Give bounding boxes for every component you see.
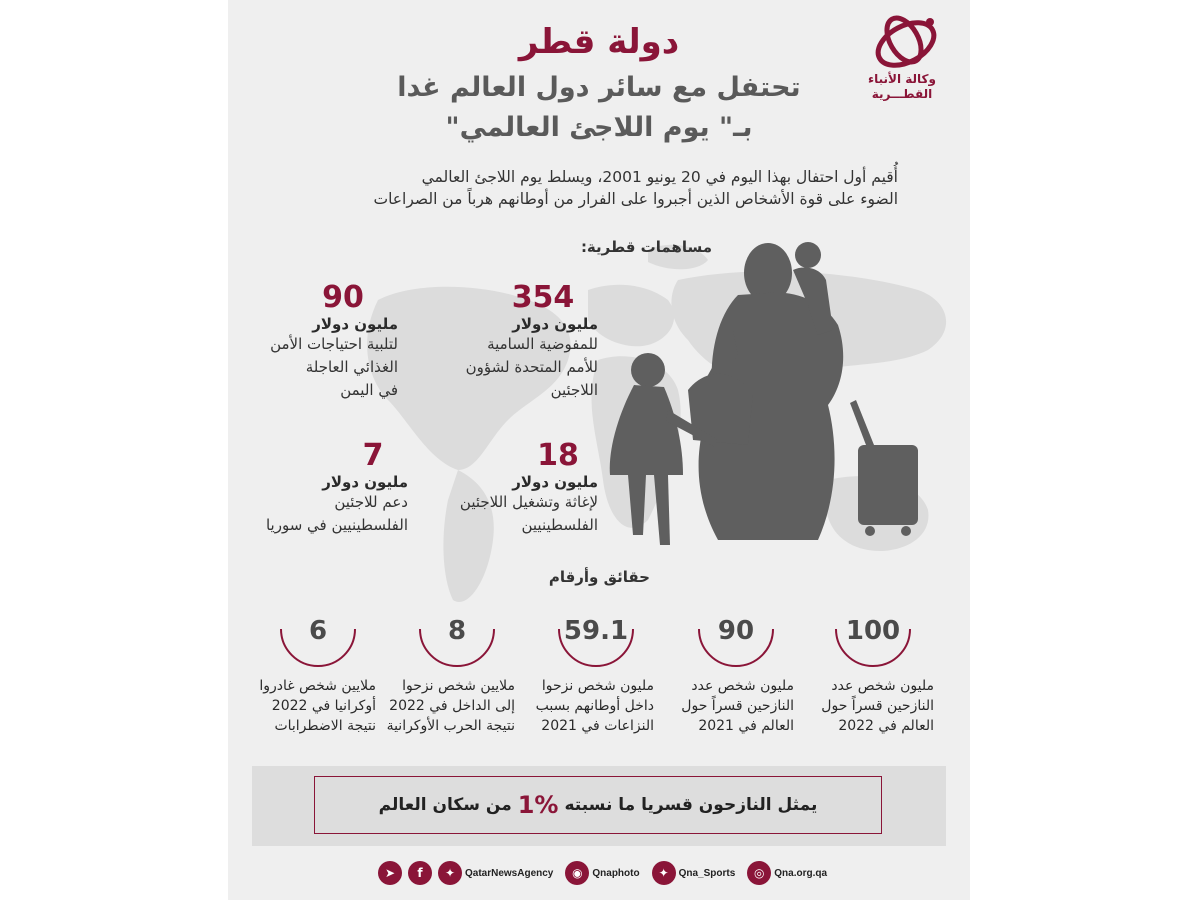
instagram-icon[interactable]: ◉: [565, 861, 589, 885]
subtitle-line-2: بـ" يوم اللاجئ العالمي": [445, 112, 753, 143]
fact-desc-line: العالم في 2022: [838, 718, 934, 734]
contribution-desc-3: اللاجئين: [550, 381, 598, 399]
fact-value: 6: [308, 616, 328, 646]
telegram-icon[interactable]: ➤: [378, 861, 402, 885]
contribution-value: 354: [511, 280, 575, 315]
contribution-desc-2: الفلسطينيين في سوريا: [265, 516, 408, 534]
fact-desc-line: ملايين شخص غادروا: [259, 678, 376, 694]
contributions-heading: مساهمات قطرية:: [580, 238, 712, 256]
banner-text-after: من سكان العالم: [378, 795, 512, 815]
fact-value: 90: [717, 616, 755, 646]
contribution-desc-2: الفلسطينيين: [521, 516, 598, 534]
fact-description: [365, 676, 515, 736]
globe-icon[interactable]: ◎: [747, 861, 771, 885]
fact-description: [784, 676, 934, 736]
fact-description: [228, 676, 376, 736]
contribution-unit: مليون دولار: [512, 473, 598, 491]
fact-desc-line: النازحين قسراً حول: [821, 698, 934, 714]
contribution-item: [248, 280, 398, 402]
contribution-value: 7: [362, 438, 384, 473]
fact-desc-line: النزاعات في 2021: [541, 718, 654, 734]
contribution-desc-3: في اليمن: [340, 381, 398, 399]
logo-line-1: وكالة الأنباء: [868, 72, 936, 86]
twitter-icon[interactable]: ✦: [652, 861, 676, 885]
fact-desc-line: نتيجة الاضطرابات: [274, 718, 376, 734]
fact-desc-line: أوكرانيا في 2022: [271, 698, 376, 714]
fact-desc-line: داخل أوطانهم بسبب: [535, 698, 654, 714]
fact-value: 8: [447, 616, 467, 646]
banner-text-before: يمثل النازحون قسريا ما نسبته: [564, 795, 818, 815]
fact-desc-line: العالم في 2021: [698, 718, 794, 734]
intro-paragraph: [298, 166, 898, 210]
social-label-qna-sports[interactable]: Qna_Sports: [678, 867, 736, 879]
fact-value: 59.1: [563, 616, 629, 646]
social-label-qatarnewsagency[interactable]: QatarNewsAgency: [465, 867, 554, 879]
statistic-banner: [252, 766, 946, 846]
intro-line-1: أُقيم أول احتفال بهذا اليوم في 20 يونيو 2001، ويسلط يوم اللاجئ العالمي: [421, 168, 898, 186]
facts-heading: حقائق وأرقام: [548, 568, 650, 586]
fact-description: [504, 676, 654, 736]
banner-percent: 1%: [517, 791, 559, 819]
fact-description: [644, 676, 794, 736]
contribution-unit: مليون دولار: [512, 315, 598, 333]
contribution-value: 90: [322, 280, 364, 315]
contribution-unit: مليون دولار: [312, 315, 398, 333]
twitter-icon[interactable]: ✦: [438, 861, 462, 885]
contribution-item: [248, 438, 408, 537]
facebook-icon[interactable]: f: [408, 861, 432, 885]
fact-desc-line: ملايين شخص نزحوا: [402, 678, 515, 694]
fact-desc-line: مليون شخص نزحوا: [541, 678, 654, 694]
statistic-banner-box: [314, 776, 882, 834]
infographic-poster: [228, 0, 970, 900]
intro-line-2: الضوء على قوة الأشخاص الذين أجبروا على الفرار من أوطانهم هرباً من الصراعات: [373, 190, 898, 208]
contribution-desc-2: للأمم المتحدة لشؤون: [465, 358, 598, 376]
contribution-value: 18: [537, 438, 579, 473]
contribution-desc-2: الغذائي العاجلة: [305, 358, 398, 376]
fact-desc-line: مليون شخص عدد: [691, 678, 794, 694]
logo-line-2: القطـــرية: [871, 87, 933, 101]
fact-value: 100: [845, 616, 901, 646]
contribution-desc-1: للمفوضية السامية: [487, 335, 598, 353]
refugee-family-illustration: [588, 235, 948, 555]
contribution-desc-1: لتلبية احتياجات الأمن: [270, 335, 398, 353]
social-label-qnaphoto[interactable]: Qnaphoto: [592, 867, 640, 879]
contribution-item: [398, 280, 598, 402]
social-links-row: [378, 858, 827, 888]
fact-desc-line: مليون شخص عدد: [831, 678, 934, 694]
contribution-desc-1: لإغاثة وتشغيل اللاجئين: [459, 493, 598, 511]
fact-desc-line: نتيجة الحرب الأوكرانية: [386, 718, 515, 734]
contribution-item: [398, 438, 598, 537]
page-title: دولة قطر: [518, 22, 680, 62]
fact-desc-line: النازحين قسراً حول: [681, 698, 794, 714]
subtitle-line-1: تحتفل مع سائر دول العالم غدا: [397, 72, 801, 103]
fact-desc-line: إلى الداخل في 2022: [389, 698, 515, 714]
social-label-website[interactable]: Qna.org.qa: [774, 867, 828, 879]
contribution-desc-1: دعم للاجئين: [334, 493, 408, 511]
contribution-unit: مليون دولار: [322, 473, 408, 491]
